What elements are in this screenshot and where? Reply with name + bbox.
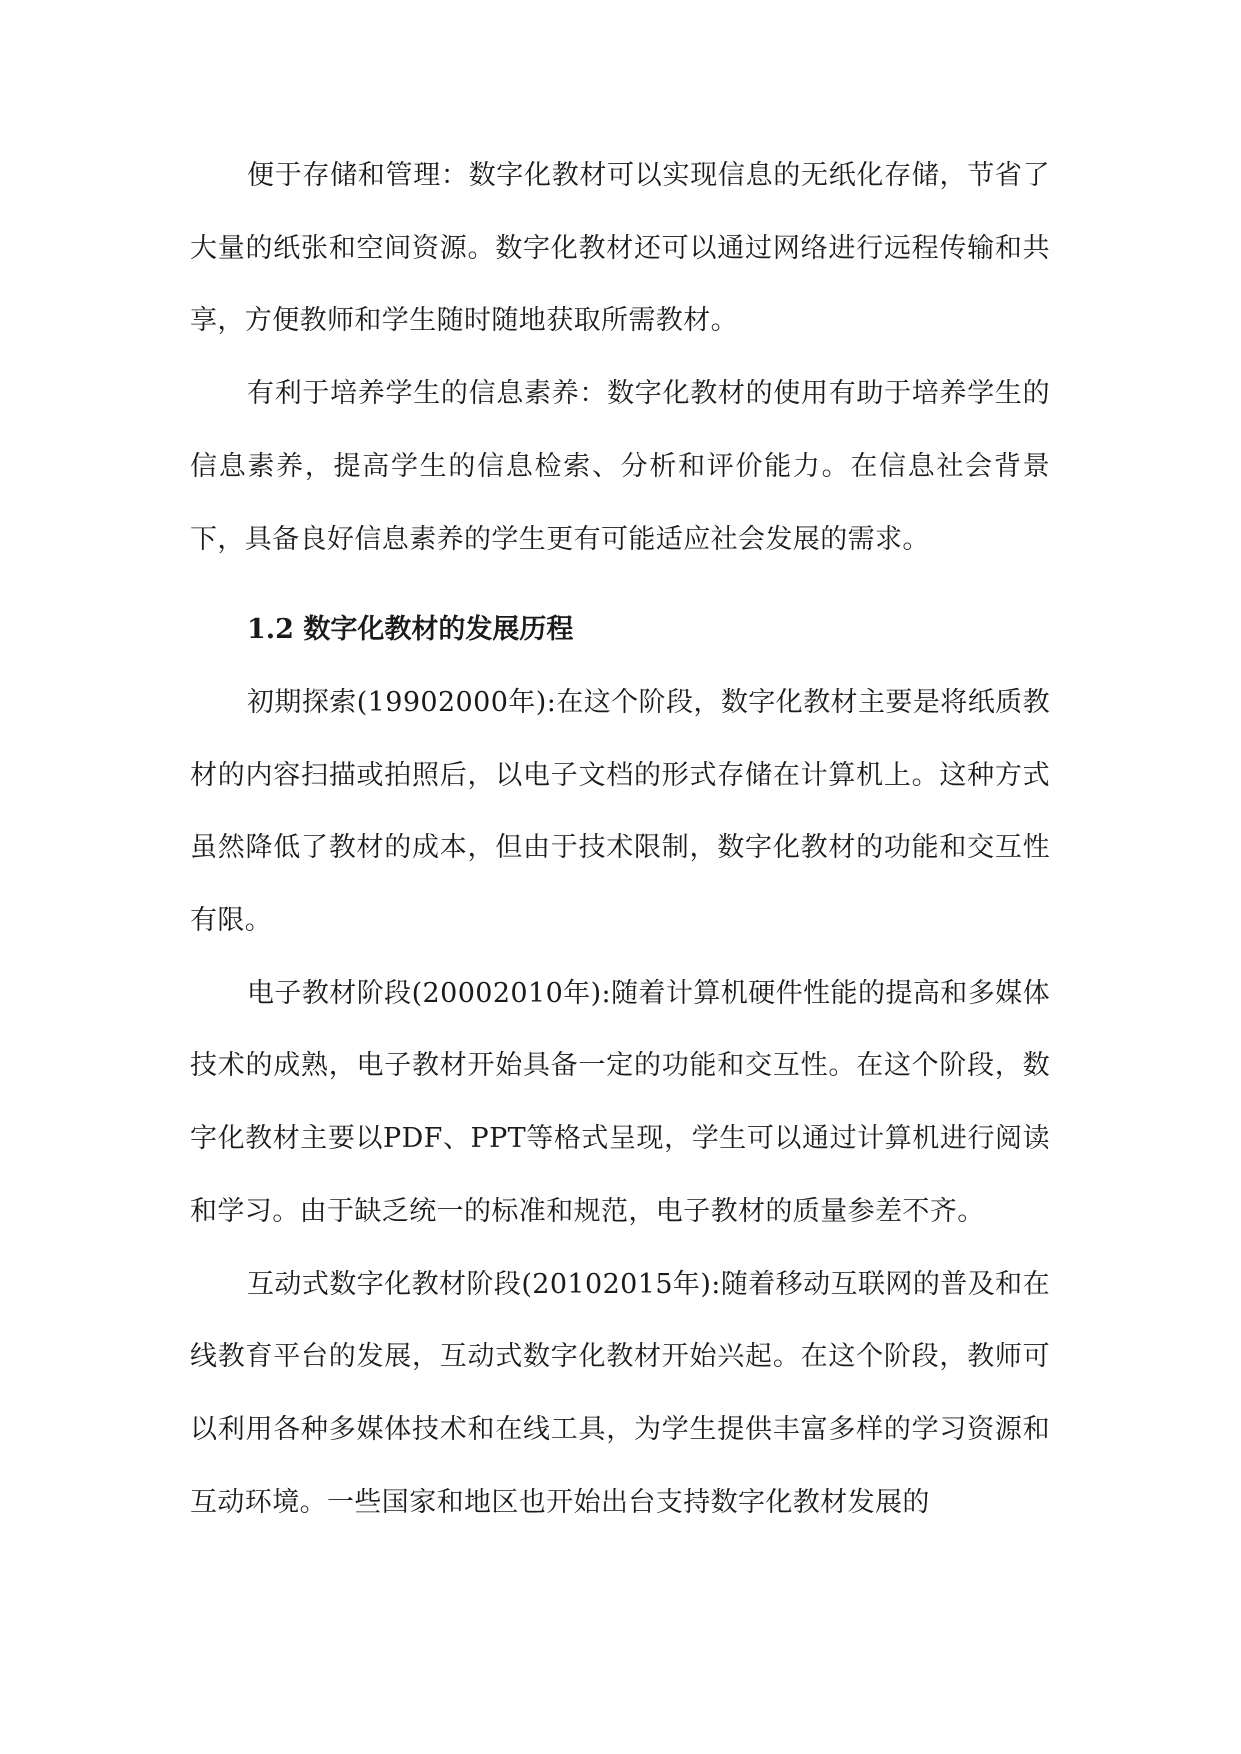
paragraph-storage-management: 便于存储和管理：数字化教材可以实现信息的无纸化存储，节省了大量的纸张和空间资源。数字化教材还可以通过网络进行远程传输和共享，方便教师和学生随时随地获取所需教材。: [190, 160, 1050, 337]
paragraph-information-literacy: 有利于培养学生的信息素养：数字化教材的使用有助于培养学生的信息素养，提高学生的信息检索、分析和评价能力。在信息社会背景下，具备良好信息素养的学生更有可能适应社会发展的需求。: [190, 378, 1050, 555]
paragraph-electronic-textbook-stage: 电子教材阶段(20002010年):随着计算机硬件性能的提高和多媒体技术的成熟，电子教材开始具备一定的功能和交互性。在这个阶段，数字化教材主要以PDF、PPT等格式呈现，学生可以通过计算机进行阅读和学习。由于缺乏统一的标准和规范，电子教材的质量参差不齐。: [190, 977, 1050, 1227]
document-body: [190, 140, 1050, 1539]
paragraph-interactive-textbook-stage: 互动式数字化教材阶段(20102015年):随着移动互联网的普及和在线教育平台的发展，互动式数字化教材开始兴起。在这个阶段，教师可以利用各种多媒体技术和在线工具，为学生提供丰富多样的学习资源和互动环境。一些国家和地区也开始出台支持数字化教材发展的: [190, 1268, 1050, 1518]
paragraph-early-exploration: 初期探索(19902000年):在这个阶段，数字化教材主要是将纸质教材的内容扫描或拍照后，以电子文档的形式存储在计算机上。这种方式虽然降低了教材的成本，但由于技术限制，数字化教材的功能和交互性有限。: [190, 686, 1050, 937]
section-heading: 1.2 数字化教材的发展历程: [247, 614, 574, 646]
